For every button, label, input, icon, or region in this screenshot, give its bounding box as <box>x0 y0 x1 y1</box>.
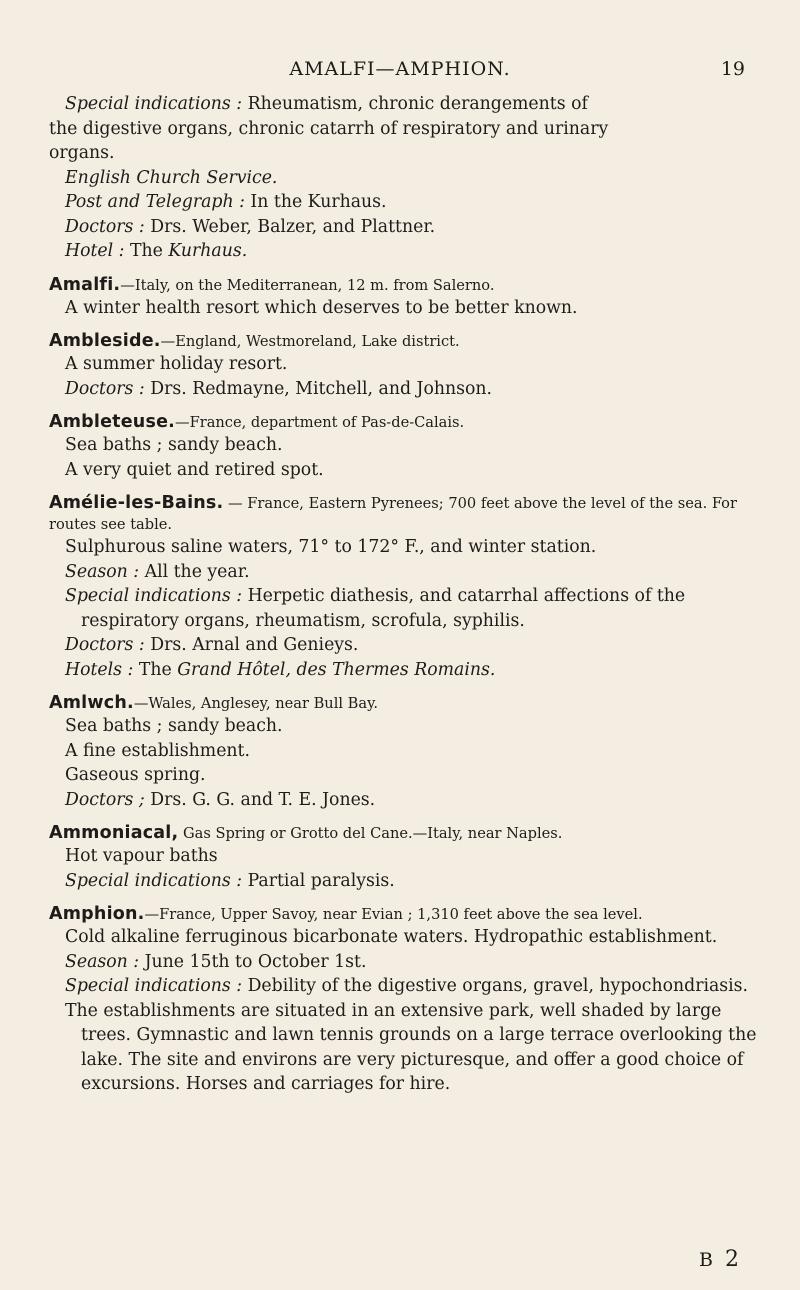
gazetteer-entry <box>45 412 757 482</box>
entry-list <box>45 275 757 1097</box>
field-text: A very quiet and retired spot. <box>65 459 324 480</box>
field-label: Doctors ; <box>65 789 145 810</box>
entry-line <box>65 763 757 788</box>
entry-line <box>65 166 757 191</box>
entry-heading <box>49 275 757 296</box>
entry-line <box>65 869 757 894</box>
field-text: In the Kurhaus. <box>244 192 387 212</box>
entry-line <box>65 999 757 1097</box>
entry-line <box>65 296 757 321</box>
field-text: Partial paralysis. <box>242 870 395 891</box>
field-text: Drs. Weber, Balzer, and Plattner. <box>144 216 436 237</box>
entry-heading <box>49 693 757 714</box>
field-text: The <box>124 241 169 261</box>
field-text: All the year. <box>139 561 250 582</box>
field-label: Doctors : <box>65 635 145 655</box>
entry-line <box>65 458 757 483</box>
entry-heading <box>49 331 757 352</box>
continuation-block <box>45 92 757 264</box>
entry-line <box>65 633 757 658</box>
field-label: Season : <box>65 561 140 582</box>
entry-line <box>65 92 757 117</box>
field-label: Doctors : <box>65 378 145 399</box>
entry-location: Gas Spring or Grotto del Cane.—Italy, near Naples. <box>178 825 563 842</box>
gazetteer-entry <box>45 331 757 401</box>
entries-column <box>45 92 757 1108</box>
entry-line <box>49 141 757 166</box>
header-title: AMALFI—AMPHION. <box>289 58 511 80</box>
field-text: Sea baths ; sandy beach. <box>65 716 283 736</box>
signature-number: 2 <box>725 1247 742 1272</box>
entry-name: Amélie-les-Bains. <box>49 493 224 513</box>
entry-heading <box>49 823 757 844</box>
entry-line <box>65 190 757 215</box>
entry-name: Ambleside. <box>49 331 161 351</box>
entry-line <box>65 215 757 240</box>
gazetteer-entry <box>45 693 757 812</box>
field-label: Special indications : <box>65 94 243 114</box>
printer-signature <box>699 1247 742 1272</box>
page-number: 19 <box>720 58 745 80</box>
gazetteer-entry <box>45 275 757 321</box>
gazetteer-entry <box>45 904 757 1097</box>
field-text: Cold alkaline ferruginous bicarbonate waters. Hydropathic establishment. <box>65 927 718 947</box>
entry-line <box>65 974 757 999</box>
field-text: the digestive organs, chronic catarrh of respiratory and urinary <box>49 118 609 139</box>
field-text: Drs. Arnal and Genieys. <box>144 635 359 655</box>
entry-heading <box>49 904 757 925</box>
field-text: Debility of the digestive organs, gravel, hypochondriasis. <box>242 976 749 996</box>
field-text: The establishments are situated in an extensive park, well shaded by large trees. Gymnastic and lawn tennis grounds on a large terrace overlooking the lake. The site and environs are very picturesque, and offer a good choice of excursions. Horses and carriages for hire. <box>65 1000 757 1094</box>
entry-name: Ammoniacal, <box>49 823 179 843</box>
entry-location: —France, Upper Savoy, near Evian ; 1,310 feet above the sea level. <box>144 906 643 923</box>
entry-line <box>65 352 757 377</box>
entry-line <box>65 560 757 585</box>
entry-location: —Wales, Anglesey, near Bull Bay. <box>133 695 379 712</box>
entry-heading <box>49 493 757 535</box>
entry-location: —England, Westmoreland, Lake district. <box>160 333 460 350</box>
entry-line <box>65 788 757 813</box>
field-text: Drs. Redmayne, Mitchell, and Johnson. <box>144 378 493 399</box>
entry-name: Amphion. <box>49 904 145 924</box>
field-text: organs. <box>49 143 115 163</box>
entry-line <box>65 925 757 950</box>
entry-line <box>65 714 757 739</box>
field-italic: Kurhaus. <box>168 241 248 261</box>
field-text: Hot vapour baths <box>65 846 218 866</box>
entry-name: Ambleteuse. <box>49 412 175 432</box>
field-label: Hotels : <box>65 659 134 680</box>
field-text: June 15th to October 1st. <box>139 951 367 972</box>
entry-line <box>65 844 757 869</box>
field-text: The <box>133 659 178 680</box>
field-label: Post and Telegraph : <box>65 192 245 212</box>
field-label: Special indications : <box>65 586 243 606</box>
entry-line <box>65 658 757 683</box>
field-text: Gaseous spring. <box>65 765 206 785</box>
entry-line <box>65 377 757 402</box>
entry-line <box>65 584 757 633</box>
entry-location: — France, Eastern Pyrenees; 700 feet above the level of the sea. For routes see table. <box>49 495 737 533</box>
field-label: Special indications : <box>65 870 243 891</box>
entry-name: Amalfi. <box>49 274 121 295</box>
field-text: Herpetic diathesis, and catarrhal affections of the respiratory organs, rheumatism, scrofula, syphilis. <box>81 586 686 631</box>
entry-name: Amlwch. <box>49 693 134 713</box>
running-header <box>0 58 800 82</box>
signature-letter: B <box>698 1249 716 1271</box>
field-label: Hotel : <box>65 241 125 261</box>
field-label: Season : <box>65 951 140 972</box>
field-text: Drs. G. G. and T. E. Jones. <box>144 789 376 810</box>
gazetteer-entry <box>45 823 757 893</box>
entry-line <box>65 739 757 764</box>
entry-line <box>49 117 757 142</box>
field-label: Special indications : <box>65 976 243 996</box>
field-label: Doctors : <box>65 216 145 237</box>
field-text: Sea baths ; sandy beach. <box>65 435 283 455</box>
gazetteer-entry <box>45 493 757 682</box>
entry-line <box>65 239 757 264</box>
entry-line <box>65 950 757 975</box>
field-italic: Grand Hôtel, des Thermes Romains. <box>177 659 496 680</box>
entry-location: —France, department of Pas-de-Calais. <box>175 414 465 431</box>
field-text: Rheumatism, chronic derangements of <box>242 94 588 114</box>
field-text: Sulphurous saline waters, 71° to 172° F., and winter station. <box>65 537 597 557</box>
entry-line <box>65 433 757 458</box>
entry-heading <box>49 412 757 433</box>
field-label: English Church Service. <box>65 167 278 188</box>
entry-line <box>65 535 757 560</box>
field-text: A winter health resort which deserves to be better known. <box>65 297 578 318</box>
entry-location: —Italy, on the Mediterranean, 12 m. from Salerno. <box>120 276 495 294</box>
field-text: A fine establishment. <box>65 740 250 761</box>
field-text: A summer holiday resort. <box>65 354 288 374</box>
